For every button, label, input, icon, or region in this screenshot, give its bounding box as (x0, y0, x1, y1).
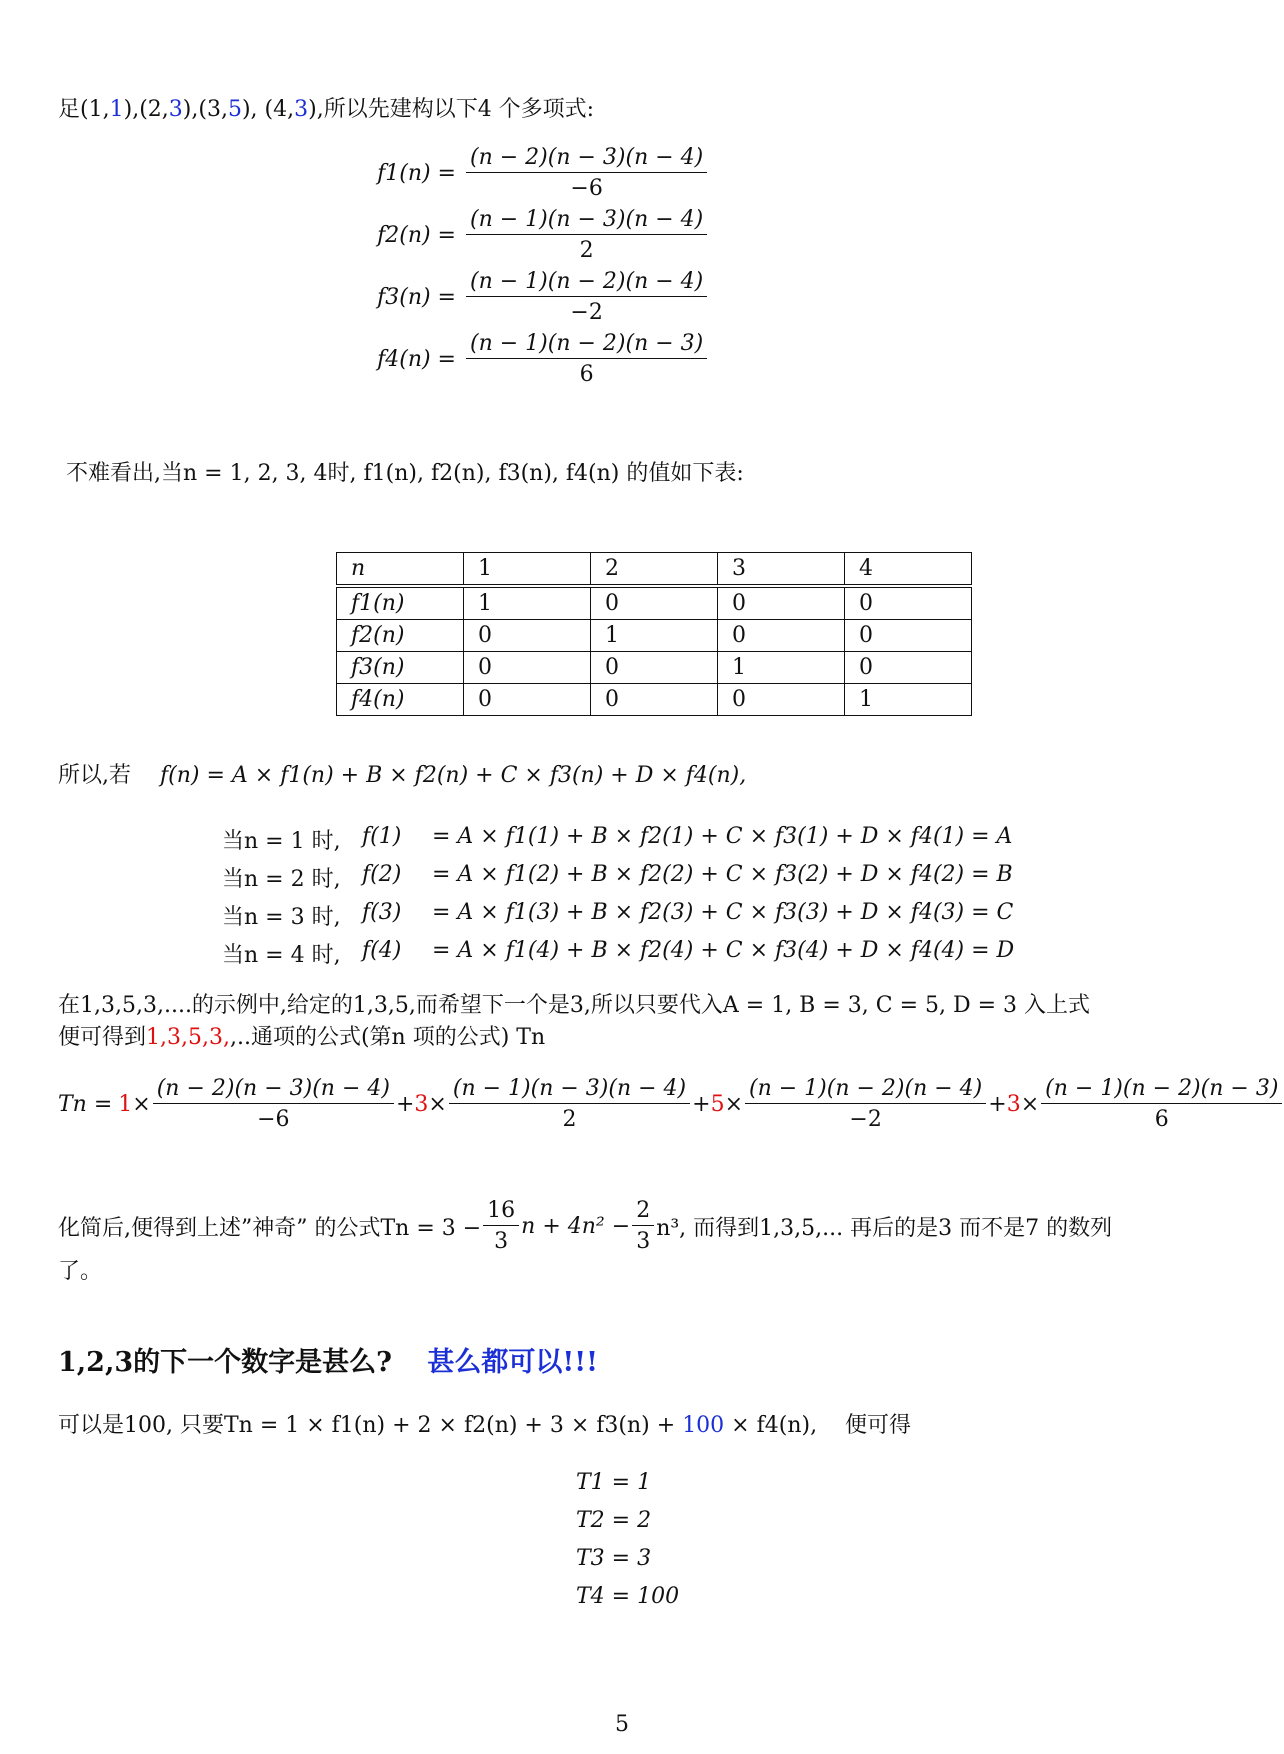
cases-block: 当n = 1 时, f(1) = A × f1(1) + B × f2(1) + C × f3(1) + D × f4(1) = A 当n = 2 时, f(2) = A × f1(2) + B × f2(2) + C × f3(2) + D × f4(2) = B 当n = 3 时, f(3) = A × f1(3) + B × f2(3) + C × f3(3) + D × f4(3) = C 当n = 4 时, f(4) = A × f1(4) + B × f2(4) + C × f3(4) + D × f4(4) = D (222, 824, 1015, 968)
section-heading: 1,2,3的下一个数字是甚么? 甚么都可以!!! (58, 1347, 598, 1378)
pair-4: (4,3), (257, 97, 324, 122)
results-list (576, 1464, 679, 1616)
tn-term-2: +3× (395, 1091, 447, 1117)
simplified-continuation: 了。 (58, 1259, 103, 1284)
observation-text: 不难看出,当n = 1, 2, 3, 4时, f1(n), f2(n), f3(n), f4(n) 的值如下表: (66, 461, 744, 486)
poly-f3: f3(n) = $\frac{(n - 1)(n - 2)(n - 4)}{-2}$ (364, 266, 709, 328)
result-t1: T1 = 1 (576, 1470, 652, 1495)
poly-f2: f2(n) = $\frac{(n - 1)(n - 3)(n - 4)}{2}$ (364, 204, 709, 266)
result-t2: T2 = 2 (576, 1508, 652, 1533)
tn-expansion: Tn = 1× $\frac{(n - 2)(n - 3)(n - 4)}{-6}$ +3× $\frac{(n - 1)(n - 3)(n - 4)}{2}$ +5× $\frac{(n - 1)(n - 2)(n - 4)}{-2}$ +3× $\frac{(n - 1)(n - 2)(n - 3)}{6}$ (58, 1076, 1284, 1133)
poly-f1: f1(n) = $\frac{(n - 2)(n - 3)(n - 4)}{-6}$ (364, 142, 709, 204)
result-t4: T4 = 100 (576, 1584, 680, 1609)
poly-f4: f4(n) = $\frac{(n - 1)(n - 2)(n - 3)}{6}$ (364, 328, 709, 390)
simplified-formula: 化简后,便得到上述”神奇” 的公式Tn = 3 − $\frac{16}{3}$ n + 4n² − $\frac{2}{3}$ n³, 而得到1,3,5,... 再后的是3 而不是7 的数列 (58, 1198, 1113, 1255)
pair-2: (2,3), (139, 97, 199, 122)
table-row: f3(n) 0 0 1 0 (337, 652, 972, 684)
table-row: f1(n) 1 0 0 0 (337, 586, 972, 620)
page-number: 5 (615, 1712, 629, 1737)
result-t3: T3 = 3 (576, 1546, 652, 1571)
pair-1: (1,1), (80, 97, 140, 122)
hundred-example: 可以是100, 只要Tn = 1 × f1(n) + 2 × f2(n) + 3 × f3(n) + 100 × f4(n), 便可得 (58, 1413, 912, 1438)
example-paragraph: 在1,3,5,3,....的示例中,给定的1,3,5,而希望下一个是3,所以只要代入A = 1, B = 3, C = 5, D = 3 入上式 便可得到1,3,5,3,,..通项的公式(第n 项的公式) Tn (58, 993, 1091, 1050)
values-table (336, 552, 972, 716)
tn-term-1: 1× (118, 1091, 151, 1117)
tn-term-3: +5× (692, 1091, 743, 1117)
pair-3: (3,5), (198, 97, 258, 122)
table-header-row: n 1 2 3 4 (337, 553, 972, 587)
so-if-line: 所以,若 f(n) = A × f1(n) + B × f2(n) + C × f3(n) + D × f4(n), (58, 763, 747, 788)
tn-term-4: +3× (988, 1091, 1040, 1117)
intro-line: 足(1,1),(2,3),(3,5), (4,3),所以先建构以下4 个多项式: (58, 97, 595, 122)
polynomial-definitions (364, 142, 709, 390)
table-row: f4(n) 0 0 0 1 (337, 684, 972, 716)
table-row: f2(n) 0 1 0 0 (337, 620, 972, 652)
